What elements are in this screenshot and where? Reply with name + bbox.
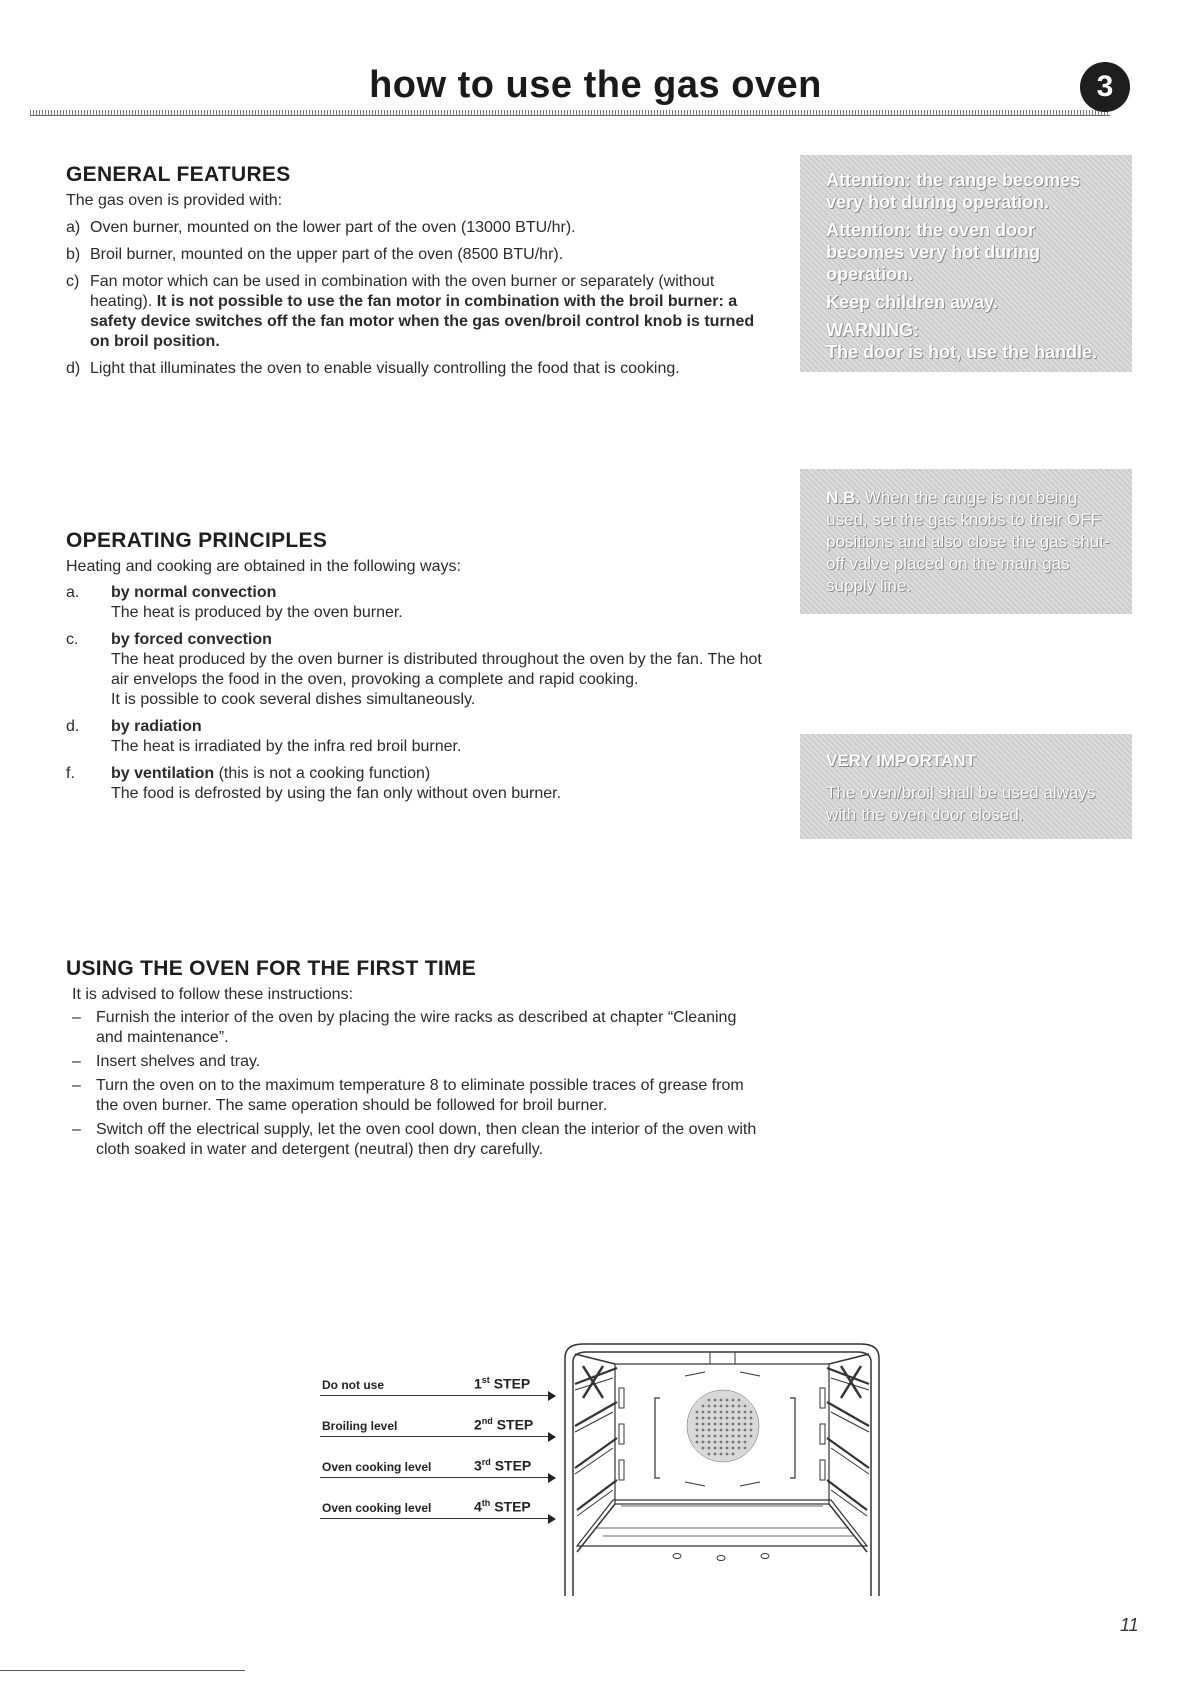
principle-item: [66, 630, 776, 710]
feature-marker: a): [66, 219, 81, 236]
step-label: [474, 1457, 531, 1474]
principle-title-text: by radiation: [111, 718, 202, 735]
feature-text: [90, 359, 776, 379]
feature-item: [66, 359, 776, 379]
instruction-list: [72, 1008, 766, 1160]
attention-notice-box: [800, 155, 1132, 372]
level-label: Broiling level: [322, 1419, 398, 1433]
level-leader-line: [320, 1436, 552, 1437]
principle-item: [66, 583, 776, 623]
level-label: Do not use: [322, 1378, 384, 1392]
attention-line: Attention: the oven door becomes very hot during operation.: [826, 220, 1041, 284]
principle-list: [66, 583, 776, 804]
principle-marker: d.: [66, 718, 80, 735]
section-heading: GENERAL FEATURES: [66, 163, 291, 186]
step-label: [474, 1375, 530, 1392]
step-suffix: nd: [481, 1416, 493, 1426]
feature-text: [90, 218, 776, 238]
instruction-text: Turn the oven on to the maximum temperature 8 to eliminate possible traces of grease from the oven burner. The same operation should be followed for broil burner.: [96, 1077, 744, 1114]
step-label: [474, 1498, 531, 1515]
principle-line: The heat produced by the oven burner is distributed throughout the oven by the fan. The hot air envelops the food in the oven, provoking a complete and rapid cooking.: [111, 651, 762, 688]
title-rule-line: [30, 115, 1110, 116]
nb-prefix: N.B.: [826, 488, 860, 507]
step-number: 1: [474, 1375, 482, 1392]
principle-item: [66, 764, 776, 804]
principle-title: [111, 717, 776, 737]
feature-marker: c): [66, 273, 80, 290]
feature-marker: b): [66, 246, 81, 263]
instruction-text: Insert shelves and tray.: [96, 1053, 261, 1070]
principle-title: [111, 630, 776, 650]
feature-text: [90, 245, 776, 265]
feature-text: [90, 272, 776, 352]
feature-body: Fan motor which can be used in combination with the oven burner or separately (without heating).: [90, 273, 715, 310]
section-heading: OPERATING PRINCIPLES: [66, 529, 328, 552]
step-suffix: st: [481, 1375, 490, 1385]
section-heading: USING THE OVEN FOR THE FIRST TIME: [66, 957, 477, 980]
instruction-text: Switch off the electrical supply, let the oven cool down, then clean the interior of the oven with cloth soaked in water and detergent (neutral) then dry carefully.: [96, 1121, 757, 1158]
feature-bold-note: It is not possible to use the fan motor in combination with the broil burner: a safety device switches off the fan motor when the gas oven/broil control knob is turned on broil position.: [90, 293, 755, 350]
attention-line: The door is hot, use the handle.: [826, 342, 1098, 362]
level-label: Oven cooking level: [322, 1460, 432, 1474]
step-label: [474, 1416, 533, 1433]
section-intro: Heating and cooking are obtained in the following ways:: [66, 558, 461, 575]
principle-title: [111, 764, 776, 784]
principle-marker: a.: [66, 584, 80, 601]
feature-marker: d): [66, 360, 81, 377]
attention-line: WARNING:: [826, 320, 919, 340]
step-word: STEP: [494, 1457, 532, 1474]
feature-item: [66, 245, 776, 265]
step-number: 4: [474, 1498, 482, 1515]
instruction-item: [72, 1008, 766, 1048]
instruction-marker: –: [72, 1077, 81, 1094]
feature-body: Broil burner, mounted on the upper part of the oven (8500 BTU/hr).: [90, 246, 564, 263]
step-suffix: rd: [481, 1457, 491, 1467]
step-word: STEP: [494, 1498, 531, 1515]
oven-rack-diagram: [320, 1338, 920, 1598]
feature-item: [66, 218, 776, 238]
principle-title-text: by normal convection: [111, 584, 277, 601]
first-time-section: [66, 957, 766, 1164]
feature-body: Oven burner, mounted on the lower part of the oven (13000 BTU/hr).: [90, 219, 576, 236]
section-intro: The gas oven is provided with:: [66, 192, 283, 209]
feature-body: Light that illuminates the oven to enable visually controlling the food that is cooking.: [90, 360, 680, 377]
important-text: The oven/broil shall be used always with the oven door closed.: [826, 783, 1096, 824]
instruction-marker: –: [72, 1121, 81, 1138]
step-number: 2: [474, 1416, 482, 1433]
principle-body: [111, 583, 776, 623]
step-suffix: th: [481, 1498, 491, 1508]
step-number: 3: [474, 1457, 482, 1474]
step-word: STEP: [496, 1416, 534, 1433]
operating-principles-section: [66, 529, 776, 811]
level-label: Oven cooking level: [322, 1501, 432, 1515]
feature-item: [66, 272, 776, 352]
instruction-item: [72, 1120, 766, 1160]
principle-item: [66, 717, 776, 757]
principle-body: [111, 630, 776, 710]
instruction-item: [72, 1076, 766, 1116]
nb-notice-box: [800, 469, 1132, 614]
level-leader-line: [320, 1477, 552, 1478]
feature-list: [66, 218, 776, 379]
principle-body: [111, 764, 776, 804]
general-features-section: [66, 163, 776, 386]
principle-title-text: by ventilation: [111, 765, 215, 782]
page-number: 11: [1120, 1615, 1139, 1635]
instruction-text: Furnish the interior of the oven by placing the wire racks as described at chapter “Cleaning and maintenance”.: [96, 1009, 737, 1046]
chapter-badge: 3: [1080, 62, 1130, 112]
page-title: how to use the gas oven: [369, 64, 822, 106]
principle-marker: c.: [66, 631, 79, 648]
step-word: STEP: [493, 1375, 531, 1392]
section-intro: It is advised to follow these instructions:: [72, 986, 354, 1003]
instruction-marker: –: [72, 1053, 81, 1070]
instruction-marker: –: [72, 1009, 81, 1026]
important-title: VERY IMPORTANT: [826, 751, 976, 770]
principle-body: [111, 717, 776, 757]
important-notice-box: [800, 734, 1132, 839]
instruction-item: [72, 1052, 766, 1072]
principle-line: It is possible to cook several dishes simultaneously.: [111, 691, 476, 708]
principle-line: The heat is irradiated by the infra red broil burner.: [111, 738, 462, 755]
level-leader-line: [320, 1395, 552, 1396]
principle-title-suffix: (this is not a cooking function): [214, 765, 431, 782]
oven-cavity-illustration: [555, 1338, 915, 1598]
principle-line: The food is defrosted by using the fan only without oven burner.: [111, 785, 562, 802]
level-leader-line: [320, 1518, 552, 1519]
nb-text: When the range is not being used, set the gas knobs to their OFF positions and also close the gas shut-off valve placed on the main gas supply line.: [826, 488, 1110, 595]
principle-line: The heat is produced by the oven burner.: [111, 604, 403, 621]
attention-line: Keep children away.: [826, 292, 998, 312]
principle-marker: f.: [66, 765, 75, 782]
principle-title: [111, 583, 776, 603]
footer-rule: [0, 1670, 245, 1671]
principle-title-text: by forced convection: [111, 631, 272, 648]
attention-line: Attention: the range becomes very hot during operation.: [826, 170, 1081, 212]
